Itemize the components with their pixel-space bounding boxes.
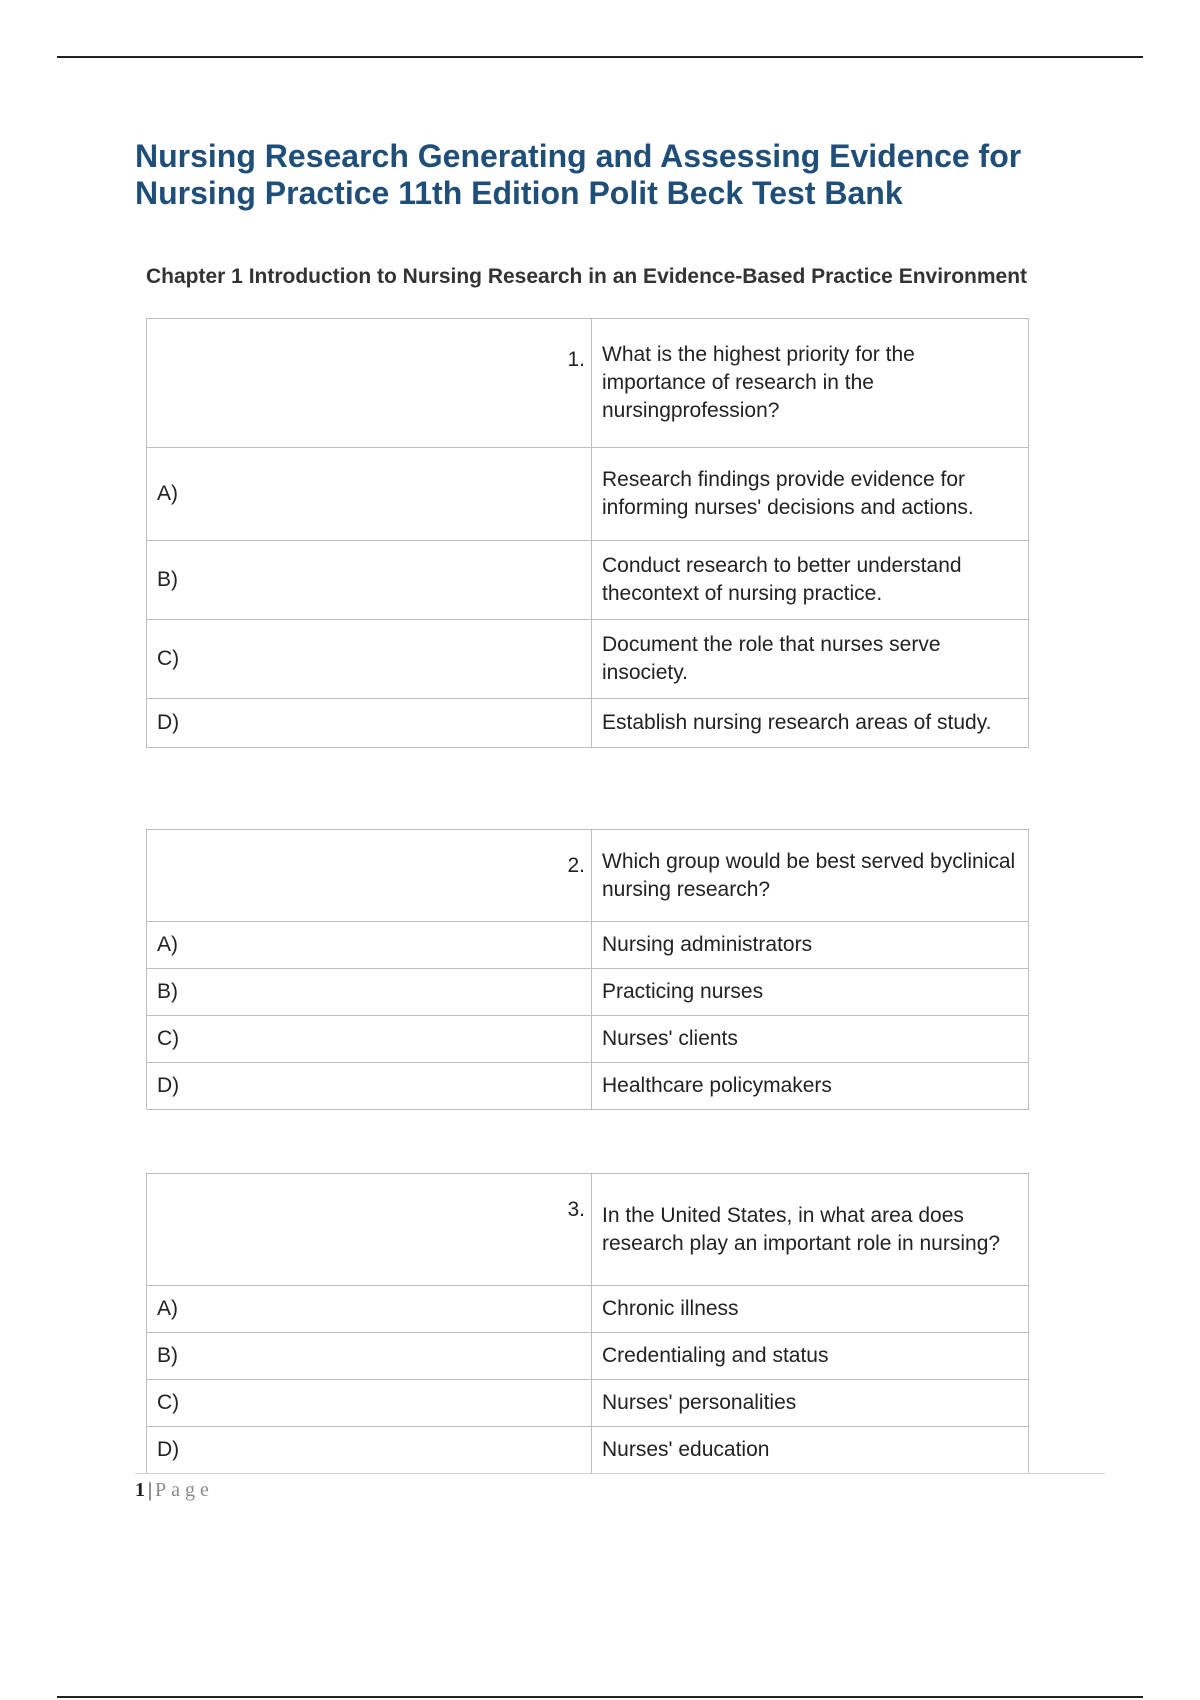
option-letter: A) xyxy=(147,1286,592,1333)
option-letter: A) xyxy=(147,922,592,969)
option-text: Establish nursing research areas of study. xyxy=(592,699,1029,748)
option-letter: D) xyxy=(147,699,592,748)
option-letter: C) xyxy=(147,620,592,699)
option-letter: C) xyxy=(147,1380,592,1427)
option-row-a xyxy=(147,922,1029,969)
option-row-d xyxy=(147,699,1029,748)
top-rule xyxy=(57,56,1143,58)
question-text: What is the highest priority for the importance of research in the nursingprofession? xyxy=(592,319,1029,448)
page-label: Page xyxy=(155,1479,214,1501)
option-letter: B) xyxy=(147,1333,592,1380)
question-text: In the United States, in what area does research play an important role in nursing? xyxy=(592,1174,1029,1286)
option-row-c xyxy=(147,1380,1029,1427)
option-row-a xyxy=(147,1286,1029,1333)
option-letter: D) xyxy=(147,1427,592,1474)
option-text: Chronic illness xyxy=(592,1286,1029,1333)
document-title xyxy=(135,138,1065,212)
bottom-rule xyxy=(57,1696,1143,1698)
question-table-1 xyxy=(146,318,1029,748)
option-row-c xyxy=(147,1016,1029,1063)
option-text: Research findings provide evidence for informing nurses' decisions and actions. xyxy=(592,448,1029,541)
option-row-d xyxy=(147,1063,1029,1110)
footer-rule xyxy=(135,1473,1105,1474)
document-title-line-1: Nursing Research Generating and Assessing Evidence for xyxy=(135,138,1022,174)
option-row-d xyxy=(147,1427,1029,1474)
option-text: Conduct research to better understand thecontext of nursing practice. xyxy=(592,541,1029,620)
footer-separator: | xyxy=(148,1479,153,1501)
option-letter: A) xyxy=(147,448,592,541)
option-text: Healthcare policymakers xyxy=(592,1063,1029,1110)
option-letter: B) xyxy=(147,541,592,620)
question-number: 3. xyxy=(147,1174,592,1286)
option-row-a xyxy=(147,448,1029,541)
option-text: Nurses' education xyxy=(592,1427,1029,1474)
option-letter: B) xyxy=(147,969,592,1016)
question-table-3 xyxy=(146,1173,1029,1474)
chapter-heading: Chapter 1 Introduction to Nursing Research in an Evidence-Based Practice Environment xyxy=(146,265,1028,288)
page-number: 1 xyxy=(135,1479,145,1501)
option-text: Nurses' personalities xyxy=(592,1380,1029,1427)
option-text: Document the role that nurses serve insociety. xyxy=(592,620,1029,699)
option-text: Credentialing and status xyxy=(592,1333,1029,1380)
option-letter: C) xyxy=(147,1016,592,1063)
option-row-b xyxy=(147,541,1029,620)
question-row xyxy=(147,1174,1029,1286)
option-row-b xyxy=(147,969,1029,1016)
question-row xyxy=(147,319,1029,448)
option-text: Practicing nurses xyxy=(592,969,1029,1016)
question-number: 1. xyxy=(147,319,592,448)
question-row xyxy=(147,830,1029,922)
option-row-b xyxy=(147,1333,1029,1380)
option-text: Nurses' clients xyxy=(592,1016,1029,1063)
question-table-2 xyxy=(146,829,1029,1110)
option-text: Nursing administrators xyxy=(592,922,1029,969)
question-number: 2. xyxy=(147,830,592,922)
option-letter: D) xyxy=(147,1063,592,1110)
page-footer xyxy=(135,1479,214,1502)
option-row-c xyxy=(147,620,1029,699)
question-text: Which group would be best served byclinical nursing research? xyxy=(592,830,1029,922)
document-title-line-2: Nursing Practice 11th Edition Polit Beck Test Bank xyxy=(135,175,903,211)
